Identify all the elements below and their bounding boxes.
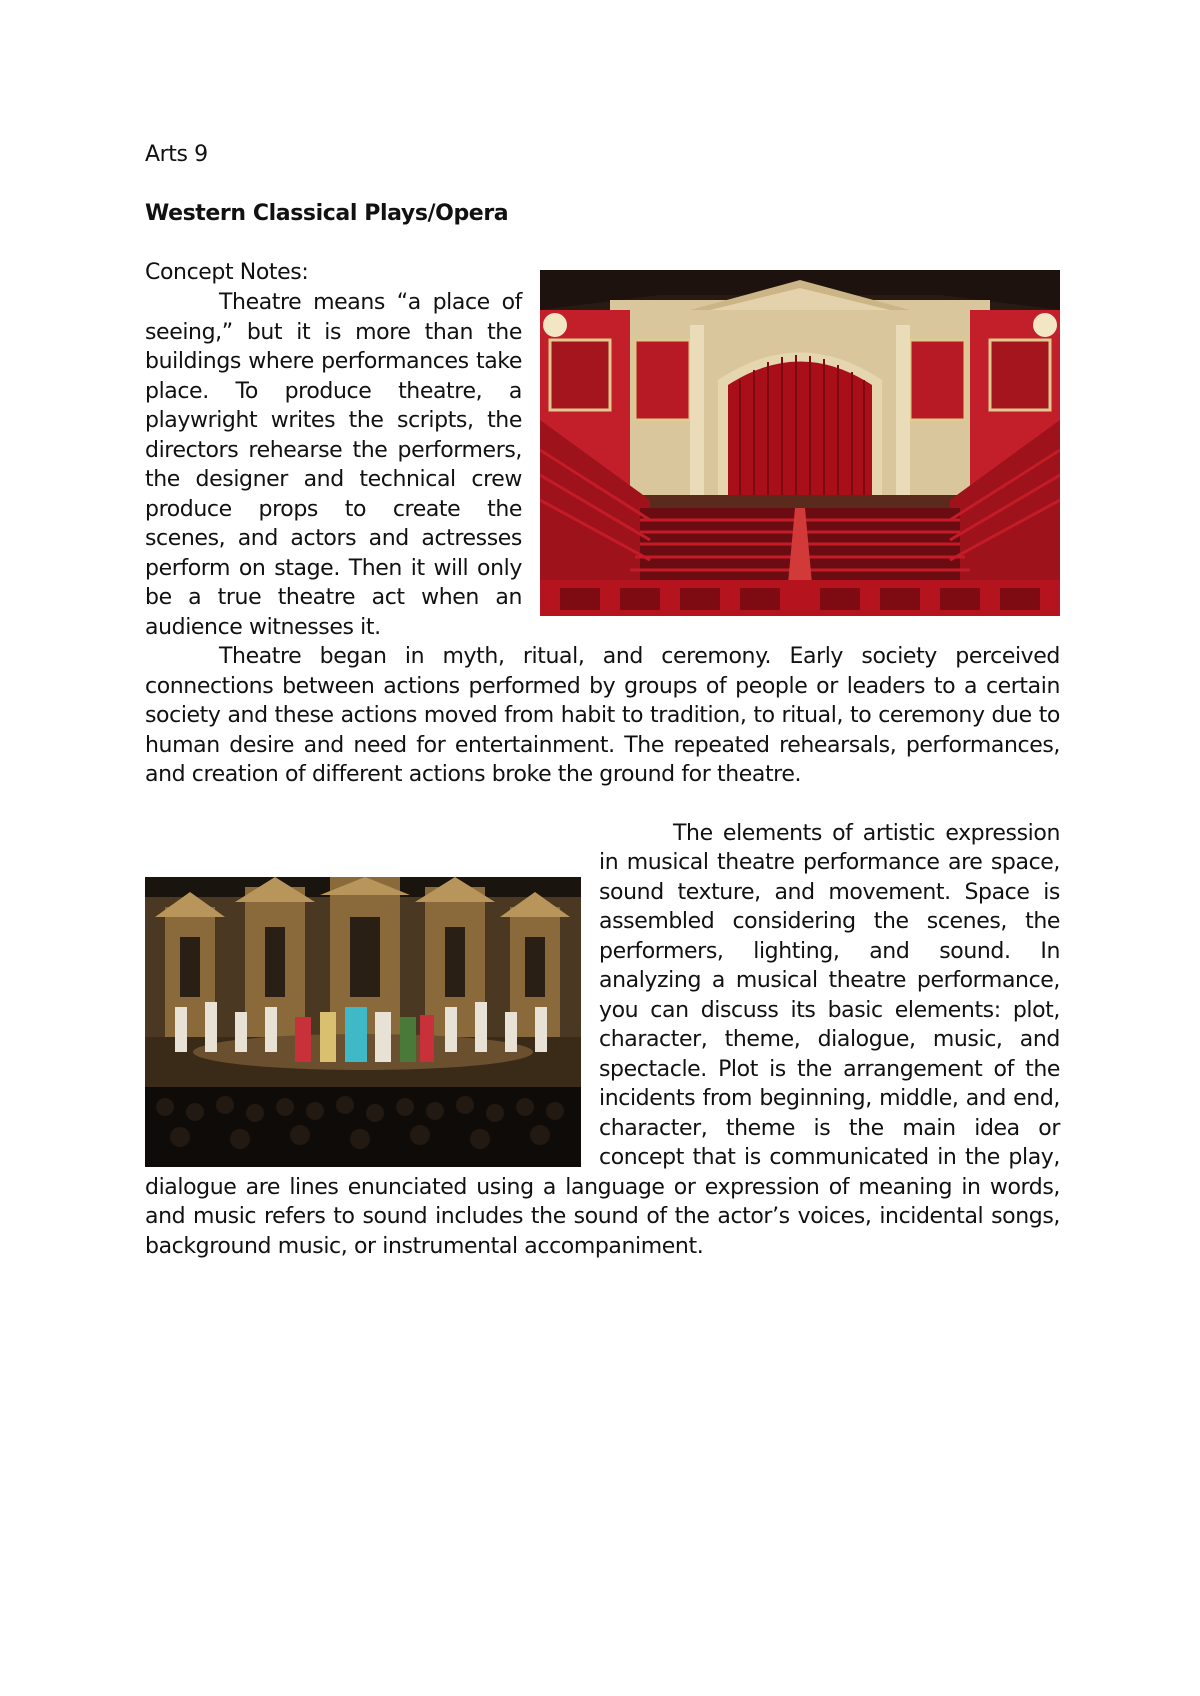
- concept-notes-label: Concept Notes:: [145, 260, 309, 285]
- paragraph-artistic-elements: The elements of artistic expression in musical theatre performance are space, sound texture, and movement. Space is assembled considering the scenes, the performers, lighting, and sound. In analyzing a musical theatre performance, you can discuss its basic elements: plot, character, theme, dialogue, music, and spectacle. Plot is the arrangement of the incidents from beginning, middle, and end, character, theme is the main idea or concept that is communicated in the play, dialogue are lines enunciated using a language or expression of meaning in words, and music refers to sound includes the sound of the actor’s voices, incidental songs, background music, or instrumental accompaniment.: [145, 820, 1060, 1259]
- document-page: [145, 140, 1060, 1261]
- paragraph-theatre-origins: Theatre began in myth, ritual, and ceremony. Early society perceived connections between actions performed by groups of people or leaders to a certain society and these actions moved from habit to tradition, to ritual, to ceremony due to human desire and need for entertainment. The repeated rehearsals, performances, and creation of different actions broke the ground for theatre.: [145, 644, 1060, 787]
- document-title: Western Classical Plays/Opera: [145, 201, 509, 226]
- paragraph-elements-block: [145, 819, 1060, 1262]
- paragraph-theatre-meaning: Theatre means “a place of seeing,” but it is more than the buildings where performances take place. To produce theatre, a playwright writes the scripts, the directors rehearse the performers, the designer and technical crew produce props to create the scenes, and actors and actresses perform on stage. Then it will only be a true theatre act when an audience witnesses it.: [145, 290, 522, 640]
- theatre-interior-image: [540, 270, 1060, 616]
- subject-label: Arts 9: [145, 142, 208, 167]
- opera-stage-image: [145, 877, 581, 1167]
